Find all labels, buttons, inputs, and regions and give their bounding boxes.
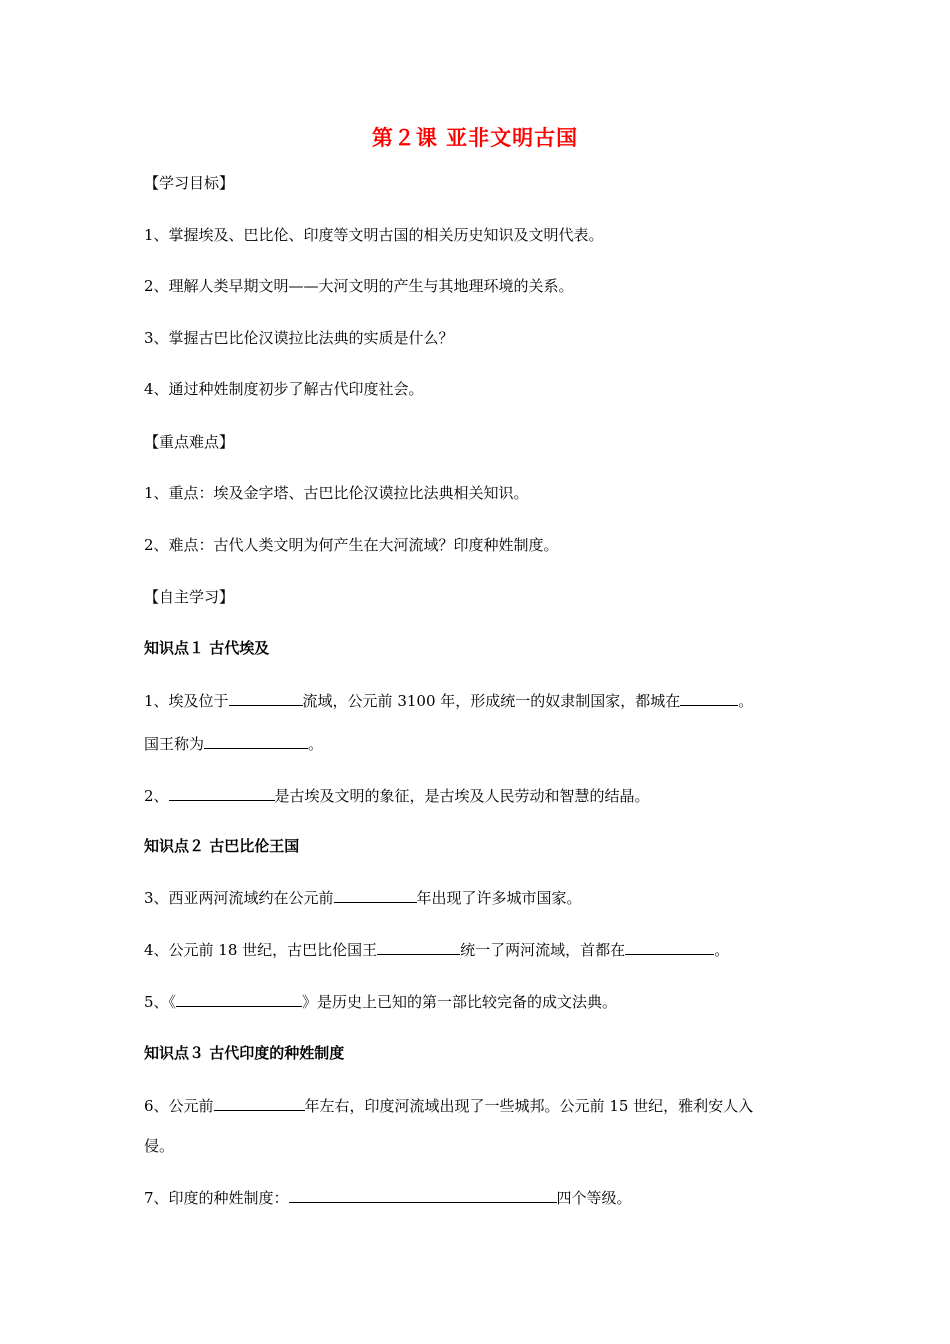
fill-blank[interactable] (169, 784, 275, 801)
fill-blank[interactable] (334, 886, 417, 903)
question-text: 统一了两河流域，首都在 (460, 941, 626, 959)
objective-item: 4、通过种姓制度初步了解古代印度社会。 (144, 380, 424, 398)
question-6 (144, 1094, 753, 1117)
keypoints-header: 【重点难点】 (144, 433, 235, 451)
question-text: 年左右，印度河流域出现了一些城邦。公元前 15 世纪，雅利安人入 (304, 1097, 754, 1115)
fill-blank[interactable] (204, 732, 308, 749)
question-text: 2、 (144, 787, 169, 805)
question-text: 国王称为 (144, 735, 205, 753)
question-5 (144, 990, 617, 1013)
objective-item: 2、理解人类早期文明——大河文明的产生与其地理环境的关系。 (144, 277, 574, 295)
objective-item: 1、掌握埃及、巴比伦、印度等文明古国的相关历史知识及文明代表。 (144, 226, 604, 244)
objective-item: 3、掌握古巴比伦汉谟拉比法典的实质是什么？ (144, 329, 454, 347)
question-text: 。 (738, 692, 754, 710)
question-7 (144, 1186, 632, 1209)
question-text: 》是历史上已知的第一部比较完备的成文法典。 (302, 993, 618, 1011)
selfstudy-header: 【自主学习】 (144, 588, 235, 606)
page-title: 第２课 亚非文明古国 (371, 126, 579, 150)
question-text: 3、西亚两河流域约在公元前 (144, 889, 334, 907)
knowledge-point-3-title: 知识点３ 古代印度的种姓制度 (144, 1044, 345, 1062)
keypoint-item: 2、难点：古代人类文明为何产生在大河流域？印度种姓制度。 (144, 536, 559, 554)
fill-blank[interactable] (289, 1186, 557, 1203)
question-text: 4、公元前 18 世纪，古巴比伦国王 (144, 941, 378, 959)
question-text: 。 (308, 735, 324, 753)
knowledge-point-2-title: 知识点２ 古巴比伦王国 (144, 837, 300, 855)
question-text: 是古埃及文明的象征，是古埃及人民劳动和智慧的结晶。 (274, 787, 650, 805)
fill-blank[interactable] (176, 990, 302, 1007)
fill-blank[interactable] (229, 689, 303, 706)
fill-blank[interactable] (377, 938, 460, 955)
question-text: 四个等级。 (556, 1189, 632, 1207)
question-3 (144, 886, 582, 909)
question-text: 5、《 (144, 993, 177, 1011)
question-text: 6、公元前 (144, 1097, 214, 1115)
question-text: 7、印度的种姓制度： (144, 1189, 289, 1207)
question-text: 1、埃及位于 (144, 692, 229, 710)
fill-blank[interactable] (214, 1094, 305, 1111)
question-2 (144, 784, 650, 807)
question-text: 年出现了许多城市国家。 (416, 889, 582, 907)
question-text: 流域，公元前 3100 年，形成统一的奴隶制国家，都城在 (302, 692, 681, 710)
question-1-continued (144, 732, 323, 755)
question-4 (144, 938, 729, 961)
fill-blank[interactable] (680, 689, 738, 706)
question-1 (144, 689, 753, 712)
question-text: 。 (714, 941, 730, 959)
fill-blank[interactable] (625, 938, 714, 955)
knowledge-point-1-title: 知识点１ 古代埃及 (144, 639, 270, 657)
objectives-header: 【学习目标】 (144, 174, 235, 192)
keypoint-item: 1、重点：埃及金字塔、古巴比伦汉谟拉比法典相关知识。 (144, 484, 529, 502)
question-6-continued: 侵。 (144, 1137, 175, 1155)
